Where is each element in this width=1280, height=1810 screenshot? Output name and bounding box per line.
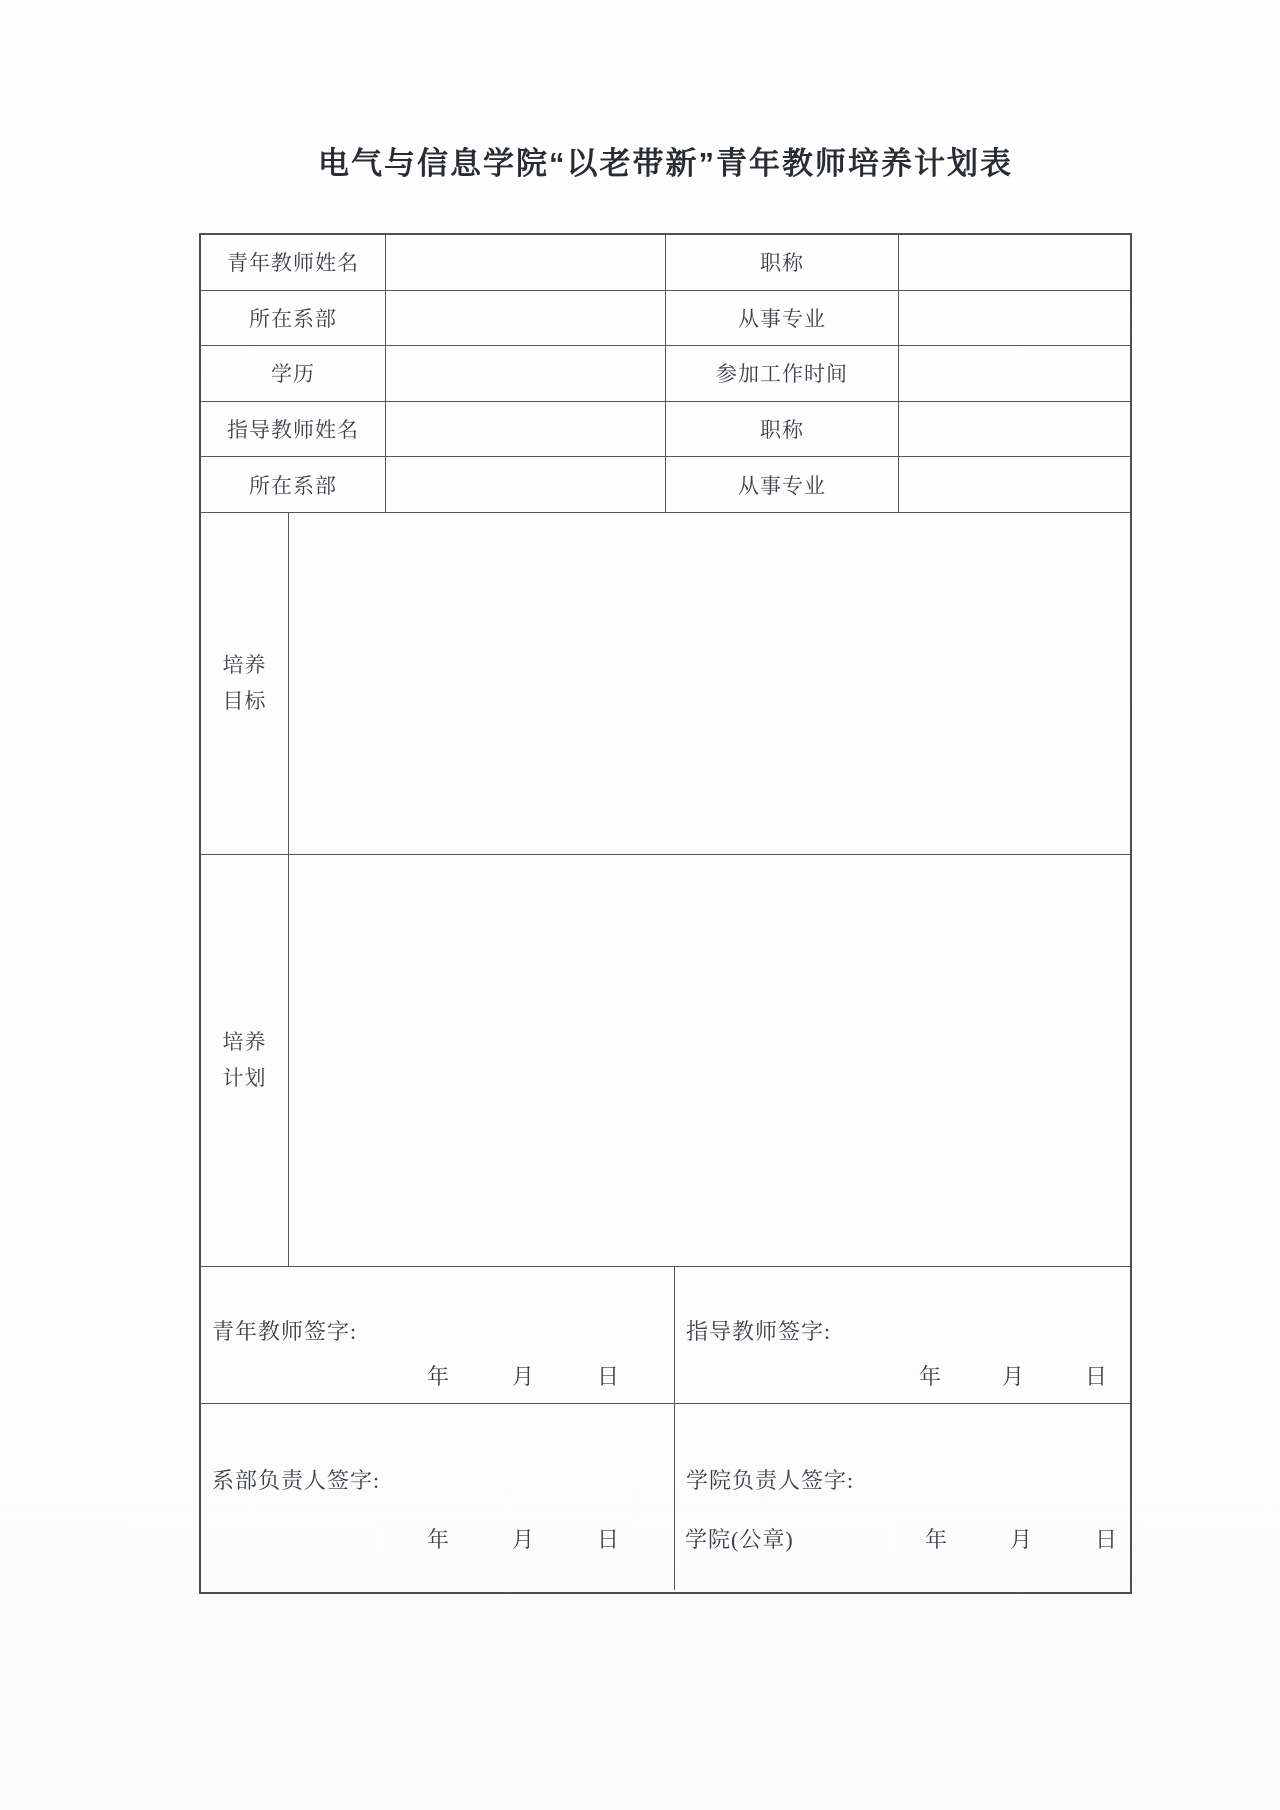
label-profession: 从事专业 xyxy=(666,291,899,346)
label-training-plan-line2: 计划 xyxy=(222,1066,267,1091)
label-training-goal xyxy=(201,513,289,854)
form-title: 电气与信息学院“以老带新”青年教师培养计划表 xyxy=(318,146,1013,181)
field-department xyxy=(386,291,666,346)
label-mentor-department: 所在系部 xyxy=(201,457,386,512)
date-line-department-head xyxy=(427,1523,674,1554)
year-label: 年 xyxy=(918,1363,942,1389)
label-department: 所在系部 xyxy=(201,291,386,346)
label-mentor-name: 指导教师姓名 xyxy=(201,402,386,457)
field-training-plan xyxy=(289,855,1130,1266)
year-label: 年 xyxy=(426,1363,450,1389)
label-college-head-signature: 学院负责人签字: xyxy=(686,1467,855,1493)
label-training-goal-line2: 目标 xyxy=(222,689,267,714)
month-label: 月 xyxy=(511,1363,535,1389)
info-row-education xyxy=(201,346,1130,402)
field-training-goal xyxy=(289,513,1130,854)
label-mentor-profession: 从事专业 xyxy=(666,457,899,512)
signature-cell-mentor xyxy=(675,1267,1130,1403)
month-label: 月 xyxy=(1009,1526,1033,1552)
label-college-seal: 学院(公章) xyxy=(685,1526,794,1552)
info-row-mentor-name xyxy=(201,402,1130,458)
training-plan-form-table xyxy=(199,233,1132,1594)
label-training-goal-line1: 培养 xyxy=(222,652,267,677)
date-line-college-head xyxy=(925,1523,1118,1554)
date-line-mentor xyxy=(919,1360,1130,1391)
info-row-young-teacher-name xyxy=(201,235,1130,291)
field-profession xyxy=(899,291,1130,346)
label-young-teacher-signature: 青年教师签字: xyxy=(212,1318,358,1344)
field-mentor-name xyxy=(386,402,666,457)
signature-cell-college-head xyxy=(675,1404,1130,1590)
label-mentor-signature: 指导教师签字: xyxy=(686,1318,832,1344)
section-training-goal xyxy=(201,513,1130,855)
field-mentor-profession xyxy=(899,457,1130,512)
year-label: 年 xyxy=(924,1526,948,1552)
signature-row-leaders xyxy=(201,1404,1130,1590)
field-work-start-time xyxy=(899,346,1130,401)
label-education: 学历 xyxy=(201,346,386,401)
label-department-head-signature: 系部负责人签字: xyxy=(212,1467,381,1493)
field-mentor-title-rank xyxy=(899,402,1130,457)
day-label: 日 xyxy=(1084,1363,1108,1389)
info-row-department xyxy=(201,291,1130,347)
year-label: 年 xyxy=(426,1526,450,1552)
field-young-teacher-name xyxy=(386,235,666,290)
label-title-rank: 职称 xyxy=(666,235,899,290)
college-seal-line xyxy=(675,1523,1130,1554)
day-label: 日 xyxy=(596,1363,620,1389)
month-label: 月 xyxy=(511,1526,535,1552)
label-mentor-title-rank: 职称 xyxy=(666,402,899,457)
label-training-plan xyxy=(201,855,289,1266)
info-row-mentor-department xyxy=(201,457,1130,513)
month-label: 月 xyxy=(1001,1363,1025,1389)
label-young-teacher-name: 青年教师姓名 xyxy=(201,235,386,290)
signature-cell-young-teacher xyxy=(201,1267,675,1403)
label-work-start-time: 参加工作时间 xyxy=(666,346,899,401)
field-education xyxy=(386,346,666,401)
field-mentor-department xyxy=(386,457,666,512)
signature-row-teachers xyxy=(201,1267,1130,1404)
label-training-plan-line1: 培养 xyxy=(222,1029,267,1054)
field-title-rank xyxy=(899,235,1130,290)
day-label: 日 xyxy=(596,1526,620,1552)
section-training-plan xyxy=(201,855,1130,1267)
day-label: 日 xyxy=(1094,1526,1118,1552)
date-line-young-teacher xyxy=(427,1360,674,1391)
signature-cell-department-head xyxy=(201,1404,675,1590)
